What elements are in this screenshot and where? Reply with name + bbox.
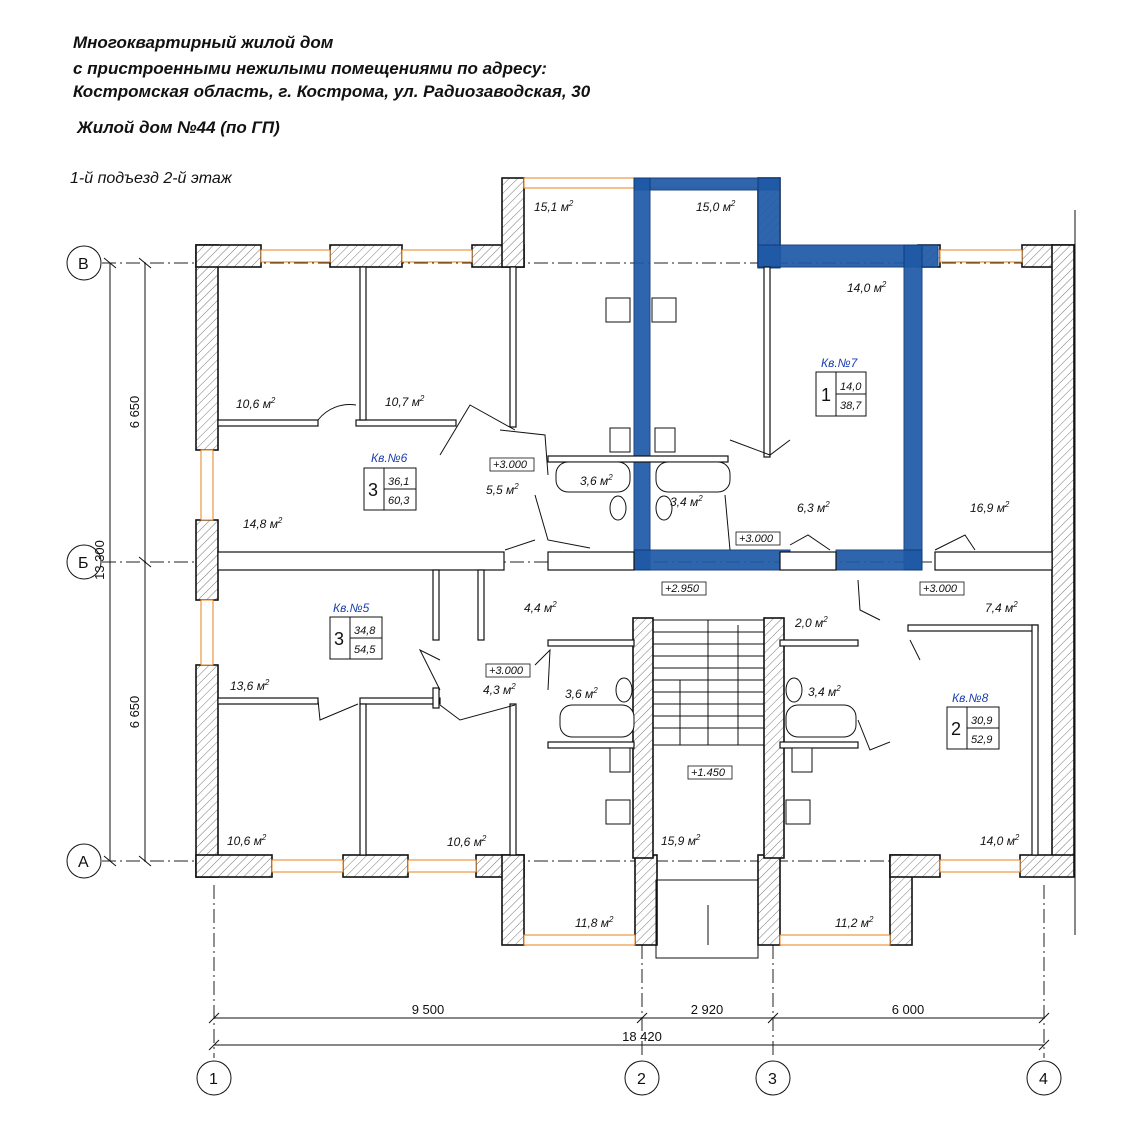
dim-upper-span: 6 650	[127, 395, 142, 429]
area-unit: 2	[881, 280, 887, 289]
level-5: +3.000	[489, 665, 523, 677]
svg-text:13,6 м2	[230, 678, 270, 693]
svg-text:10,6 м2	[236, 396, 276, 411]
area-label: 11,8 м	[575, 916, 610, 930]
area-unit: 2	[270, 396, 276, 405]
apartment-total: 52,9	[971, 734, 993, 746]
area-unit: 2	[277, 516, 283, 525]
area-label: 15,9 м	[661, 834, 696, 848]
area-label: 14,0 м	[980, 834, 1015, 848]
floor-label: 1-й подъезд 2-й этаж	[70, 170, 232, 187]
area-label: 3,4 м	[808, 685, 837, 699]
area-label: 10,6 м	[447, 835, 482, 849]
svg-text:3,6 м2	[565, 686, 598, 701]
apartment-rooms: 3	[334, 629, 345, 649]
area-unit: 2	[1013, 600, 1018, 609]
apartment-living: 34,8	[354, 625, 376, 637]
area-label: 14,0 м	[847, 281, 882, 295]
area-label: 4,3 м	[483, 683, 512, 697]
area-unit: 2	[1004, 500, 1010, 509]
axis-label-a: А	[78, 854, 89, 871]
dim-lower-span: 6 650	[127, 695, 142, 729]
apartment-living: 36,1	[388, 476, 410, 488]
apartment-living: 14,0	[840, 381, 862, 393]
area-label: 13,6 м	[230, 679, 265, 693]
level-3: +3.000	[923, 583, 957, 595]
dim-span-1-2: 9 500	[411, 1002, 445, 1017]
svg-text:16,9 м2	[970, 500, 1010, 515]
area-label: 6,3 м	[797, 501, 826, 515]
area-unit: 2	[419, 394, 425, 403]
dim-total-vertical: 13 300	[92, 540, 107, 580]
area-unit: 2	[261, 833, 267, 842]
apartment-label: Кв.№5	[333, 601, 370, 615]
area-unit: 2	[568, 199, 574, 208]
area-label: 2,0 м	[795, 616, 824, 630]
area-label: 3,4 м	[670, 495, 699, 509]
svg-text:11,2 м2	[835, 915, 874, 930]
level-4: +2.950	[665, 583, 699, 595]
apartment-label: Кв.№7	[821, 356, 858, 370]
apartment-label: Кв.№8	[952, 691, 989, 705]
svg-text:15,9 м2	[661, 833, 701, 848]
area-label: 15,1 м	[534, 200, 569, 214]
title-line-3: Костромская область, г. Кострома, ул. Радиозаводская, 30	[73, 82, 591, 101]
svg-text:10,6 м2	[447, 834, 487, 849]
area-label: 16,9 м	[970, 501, 1005, 515]
area-unit: 2	[608, 473, 613, 482]
apartment-total: 54,5	[354, 644, 376, 656]
area-label: 10,6 м	[227, 834, 262, 848]
area-label: 14,8 м	[243, 517, 278, 531]
area-unit: 2	[481, 834, 487, 843]
axis-label-3: 3	[768, 1071, 777, 1088]
svg-text:14,0 м2	[980, 833, 1020, 848]
area-unit: 2	[511, 682, 516, 691]
area-unit: 2	[593, 686, 598, 695]
area-unit: 2	[825, 500, 830, 509]
area-unit: 2	[698, 494, 703, 503]
area-unit: 2	[730, 199, 736, 208]
apartment-living: 30,9	[971, 715, 993, 727]
area-unit: 2	[552, 600, 557, 609]
svg-text:7,4 м2	[985, 600, 1018, 615]
area-unit: 2	[823, 615, 828, 624]
level-6: +1.450	[691, 767, 725, 779]
highlighted-walls	[634, 178, 938, 570]
svg-text:6,3 м2	[797, 500, 830, 515]
axis-label-b: Б	[78, 555, 89, 572]
apartment-total: 60,3	[388, 495, 410, 507]
title-line-2: с пристроенными нежилыми помещениями по адресу:	[73, 59, 547, 78]
title-line-1: Многоквартирный жилой дом	[73, 33, 334, 52]
svg-text:14,0 м2	[847, 280, 887, 295]
svg-text:4,3 м2	[483, 682, 516, 697]
levels	[486, 458, 964, 779]
axis-label-v: В	[78, 256, 89, 273]
area-unit: 2	[695, 833, 701, 842]
apartment-label: Кв.№6	[371, 451, 408, 465]
svg-text:10,7 м2	[385, 394, 425, 409]
apartment-rooms: 1	[821, 385, 832, 405]
svg-text:14,8 м2	[243, 516, 283, 531]
svg-text:4,4 м2	[524, 600, 557, 615]
apartment-total: 38,7	[840, 400, 862, 412]
apartment-rooms: 2	[951, 719, 962, 739]
area-unit: 2	[869, 915, 874, 924]
area-label: 3,6 м	[565, 687, 594, 701]
svg-text:10,6 м2	[227, 833, 267, 848]
area-label: 10,7 м	[385, 395, 420, 409]
area-label: 7,4 м	[985, 601, 1014, 615]
area-label: 10,6 м	[236, 397, 271, 411]
axis-label-4: 4	[1039, 1071, 1048, 1088]
area-label: 15,0 м	[696, 200, 731, 214]
area-unit: 2	[836, 684, 841, 693]
svg-text:5,5 м2	[486, 482, 519, 497]
svg-text:15,1 м2	[534, 199, 574, 214]
area-unit: 2	[609, 915, 614, 924]
area-label: 3,6 м	[580, 474, 609, 488]
building-label: Жилой дом №44 (по ГП)	[77, 118, 280, 137]
dim-span-2-3: 2 920	[690, 1002, 724, 1017]
svg-text:2,0 м2	[794, 615, 828, 630]
svg-text:3,4 м2	[670, 494, 703, 509]
level-2: +3.000	[739, 533, 773, 545]
dim-span-3-4: 6 000	[891, 1002, 925, 1017]
area-label: 11,2 м	[835, 916, 870, 930]
level-1: +3.000	[493, 459, 527, 471]
svg-text:3,4 м2	[808, 684, 841, 699]
axis-label-2: 2	[637, 1071, 646, 1088]
svg-text:11,8 м2	[575, 915, 614, 930]
area-unit: 2	[264, 678, 270, 687]
apartment-rooms: 3	[368, 480, 379, 500]
area-unit: 2	[514, 482, 519, 491]
area-label: 5,5 м	[486, 483, 515, 497]
axis-label-1: 1	[209, 1071, 218, 1088]
area-label: 4,4 м	[524, 601, 553, 615]
dim-total-horizontal: 18 420	[622, 1029, 662, 1044]
area-unit: 2	[1014, 833, 1020, 842]
stairs	[653, 620, 764, 958]
svg-text:15,0 м2	[696, 199, 736, 214]
